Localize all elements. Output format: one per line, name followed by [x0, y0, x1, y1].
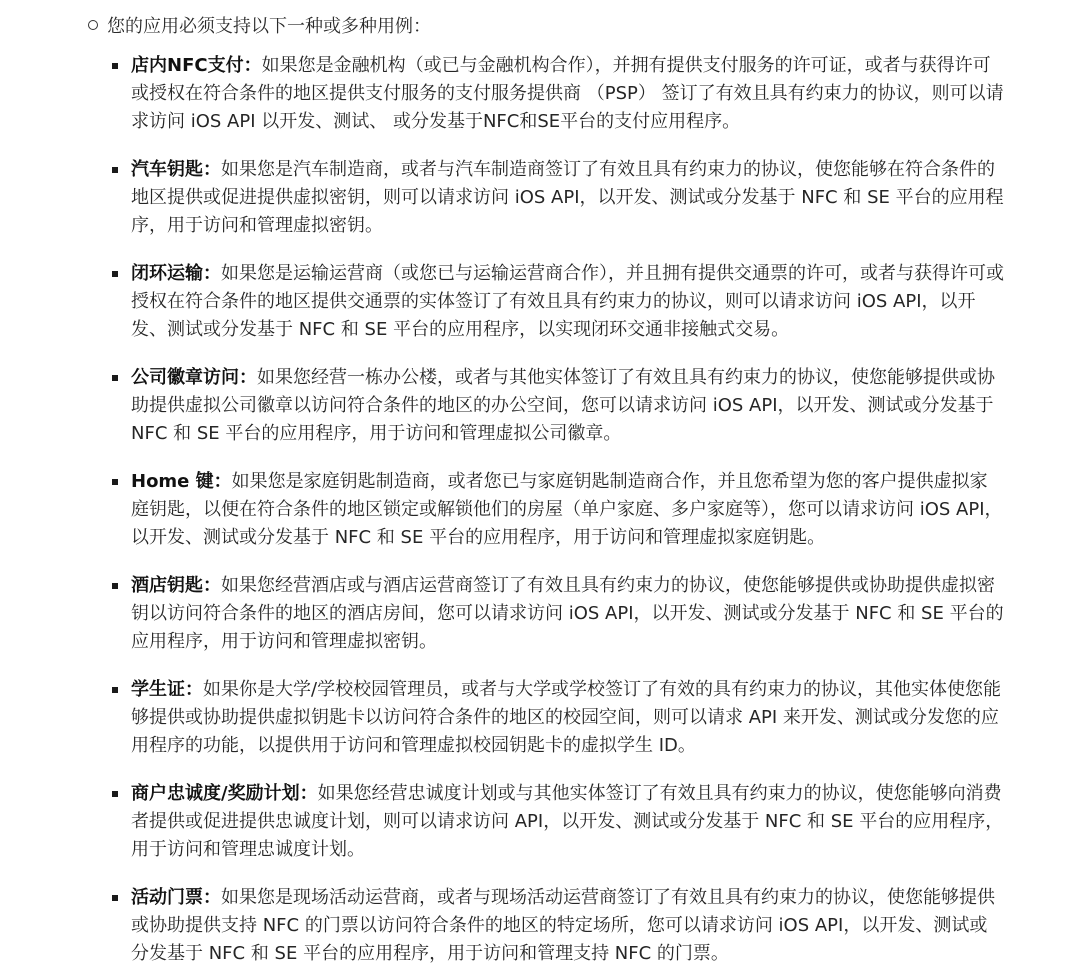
- list-item: [112, 676, 1004, 760]
- item-term: 汽车钥匙：: [131, 159, 221, 180]
- square-bullet-icon: [112, 583, 118, 589]
- item-description: 如果您经营酒店或与酒店运营商签订了有效且具有约束力的协议，使您能够提供或协助提供虚拟密钥以访问符合条件的地区的酒店房间，您可以请求访问 iOS API，以开发、测试或分发基于 NFC 和 SE 平台的应用程序，用于访问和管理虚拟密钥。: [131, 575, 1004, 652]
- item-description: 如果您经营忠诚度计划或与其他实体签订了有效且具有约束力的协议，使您能够向消费者提供或促进提供忠诚度计划，则可以请求访问 API，以开发、测试或分发基于 NFC 和 SE 平台的应用程序，用于访问和管理忠诚度计划。: [131, 783, 1004, 860]
- square-bullet-icon: [112, 63, 118, 69]
- item-term: Home 键：: [131, 471, 232, 492]
- list-item: [112, 884, 1004, 968]
- list-item: [112, 780, 1004, 864]
- square-bullet-icon: [112, 271, 118, 277]
- item-term: 闭环运输：: [131, 263, 221, 284]
- use-case-list: [112, 52, 1004, 973]
- item-term: 活动门票：: [131, 887, 221, 908]
- list-item: [112, 156, 1004, 240]
- item-description: 如果您是金融机构（或已与金融机构合作），并拥有提供支付服务的许可证，或者与获得许可或授权在符合条件的地区提供支付服务的支付服务提供商 （PSP） 签订了有效且具有约束力的协议，则可以请求访问 iOS API 以开发、测试、 或分发基于NFC和SE平台的支付应用程序。: [131, 55, 1004, 132]
- item-description: 如果你是大学/学校校园管理员，或者与大学或学校签订了有效的具有约束力的协议，其他实体使您能够提供或协助提供虚拟钥匙卡以访问符合条件的地区的校园空间，则可以请求 API 来开发、测试或分发您的应用程序的功能，以提供用于访问和管理虚拟校园钥匙卡的虚拟学生 ID。: [131, 679, 1002, 756]
- item-term: 商户忠诚度/奖励计划：: [131, 783, 318, 804]
- item-term: 学生证：: [131, 679, 203, 700]
- square-bullet-icon: [112, 167, 118, 173]
- list-item: [112, 572, 1004, 656]
- intro-text: 您的应用必须支持以下一种或多种用例：: [107, 16, 431, 37]
- item-description: 如果您是现场活动运营商，或者与现场活动运营商签订了有效且具有约束力的协议，使您能够提供或协助提供支持 NFC 的门票以访问符合条件的地区的特定场所，您可以请求访问 iOS API，以开发、测试或分发基于 NFC 和 SE 平台的应用程序，用于访问和管理支持 NFC 的门票。: [131, 887, 995, 964]
- square-bullet-icon: [112, 791, 118, 797]
- list-item: [112, 260, 1004, 344]
- item-description: 如果您是运输运营商（或您已与运输运营商合作），并且拥有提供交通票的许可，或者与获得许可或授权在符合条件的地区提供交通票的实体签订了有效且具有约束力的协议，则可以请求访问 iOS API，以开发、测试或分发基于 NFC 和 SE 平台的应用程序，以实现闭环交通非接触式交易。: [131, 263, 1004, 340]
- list-item: [112, 364, 1004, 448]
- list-item: [112, 468, 1004, 552]
- intro-line: [88, 14, 431, 40]
- item-term: 公司徽章访问：: [131, 367, 257, 388]
- item-description: 如果您是汽车制造商，或者与汽车制造商签订了有效且具有约束力的协议，使您能够在符合条件的地区提供或促进提供虚拟密钥，则可以请求访问 iOS API，以开发、测试或分发基于 NFC 和 SE 平台的应用程序，用于访问和管理虚拟密钥。: [131, 159, 1004, 236]
- list-item: [112, 52, 1004, 136]
- square-bullet-icon: [112, 375, 118, 381]
- square-bullet-icon: [112, 895, 118, 901]
- square-bullet-icon: [112, 687, 118, 693]
- item-term: 店内NFC支付：: [131, 55, 262, 76]
- item-description: 如果您是家庭钥匙制造商，或者您已与家庭钥匙制造商合作，并且您希望为您的客户提供虚拟家庭钥匙，以便在符合条件的地区锁定或解锁他们的房屋（单户家庭、多户家庭等），您可以请求访问 iOS API，以开发、测试或分发基于 NFC 和 SE 平台的应用程序，用于访问和管理虚拟家庭钥匙。: [131, 471, 1003, 548]
- square-bullet-icon: [112, 479, 118, 485]
- hollow-circle-bullet-icon: [88, 20, 98, 30]
- item-description: 如果您经营一栋办公楼，或者与其他实体签订了有效且具有约束力的协议，使您能够提供或协助提供虚拟公司徽章以访问符合条件的地区的办公空间，您可以请求访问 iOS API，以开发、测试或分发基于 NFC 和 SE 平台的应用程序，用于访问和管理虚拟公司徽章。: [131, 367, 995, 444]
- item-term: 酒店钥匙：: [131, 575, 221, 596]
